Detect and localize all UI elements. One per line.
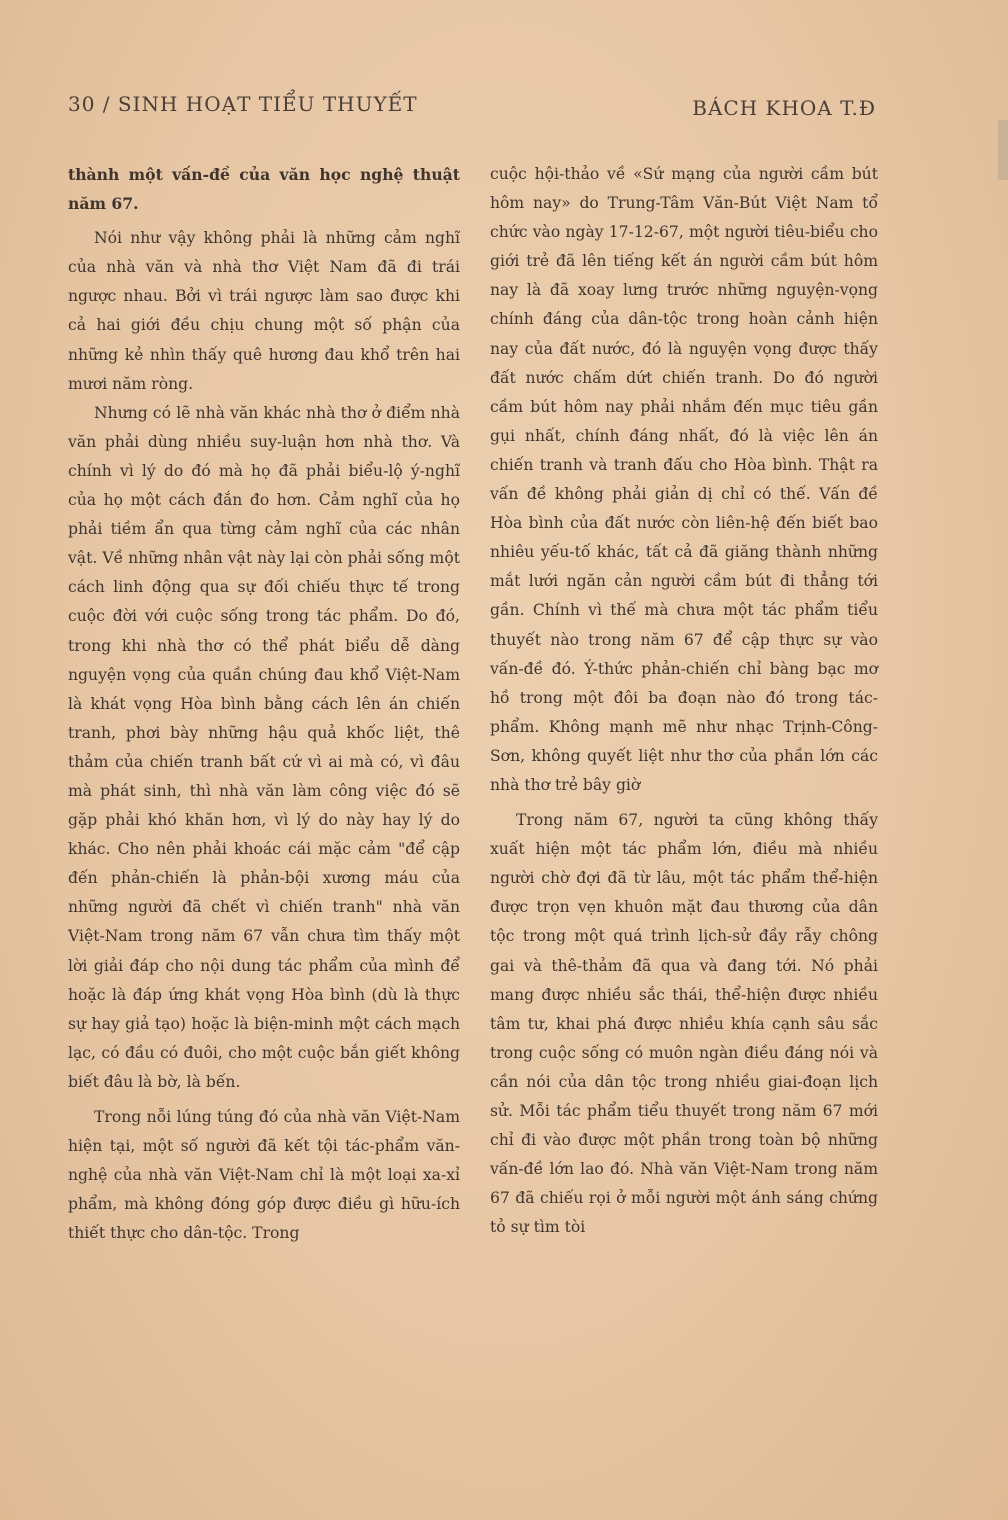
header-right: BÁCH KHOA T.Đ bbox=[692, 96, 876, 120]
paragraph: cuộc hội-thảo về «Sứ mạng của người cầm bút hôm nay» do Trung-Tâm Văn-Bút Việt Nam tổ chức vào ngày 17-12-67, một người tiêu-biểu cho giới trẻ đã lên tiếng kết án người cầm bút hôm nay là đã xoay lưng trước những nguyện-vọng chính đáng của dân-tộc trong hoàn cảnh hiện nay của đất nước, đó là nguyện vọng được thấy đất nước chấm dứt chiến tranh. Do đó người cầm bút hôm nay phải nhắm đến mục tiêu gần gụi nhất, chính đáng nhất, đó là việc lên án chiến tranh và tranh đấu cho Hòa bình. Thật ra vấn đề không phải giản dị chỉ có thế. Vấn đề Hòa bình của đất nước còn liên-hệ đến biết bao nhiêu yếu-tố khác, tất cả đã giăng thành những mắt lưới ngăn cản người cầm bút đi thẳng tới gần. Chính vì thế mà chưa một tác phẩm tiểu thuyết nào trong năm 67 để cập thực sự vào vấn-đề đó. Ý-thức phản-chiến chỉ bàng bạc mơ hồ trong một đôi ba đoạn nào đó trong tác-phẩm. Không mạnh mẽ như nhạc Trịnh-Công-Sơn, không quyết liệt như thơ của phần lớn các nhà thơ trẻ bây giờ bbox=[490, 165, 878, 794]
paragraph: Trong năm 67, người ta cũng không thấy xuất hiện một tác phẩm lớn, điều mà nhiều người chờ đợi đã từ lâu, một tác phẩm thể-hiện được trọn vẹn khuôn mặt đau thương của dân tộc trong một quá trình lịch-sử đầy rẫy chông gai và thê-thảm đã qua và đang tới. Nó phải mang được nhiều sắc thái, thể-hiện được nhiều tâm tư, khai phá được nhiều khía cạnh sâu sắc trong cuộc sống có muôn ngàn điều đáng nói và cần nói của dân tộc trong nhiều giai-đoạn lịch sử. Mỗi tác phẩm tiểu thuyết trong năm 67 mới chỉ đi vào được một phần trong toàn bộ những vấn-đề lớn lao đó. Nhà văn Việt-Nam trong năm 67 đã chiếu rọi ở mỗi người một ánh sáng chứng tỏ sự tìm tòi bbox=[490, 811, 878, 1237]
paragraph: Nói như vậy không phải là những cảm nghĩ của nhà văn và nhà thơ Việt Nam đã đi trái ngược nhau. Bởi vì trái ngược làm sao được khi cả hai giới đều chịu chung một số phận của những kẻ nhìn thấy quê hương đau khổ trên hai mươi năm ròng. bbox=[68, 229, 460, 393]
paragraph: Nhưng có lẽ nhà văn khác nhà thơ ở điểm nhà văn phải dùng nhiều suy-luận hơn nhà thơ. Và chính vì lý do đó mà họ đã phải biểu-lộ ý-nghĩ của họ một cách đắn đo hơn. Cảm nghĩ của họ phải tiềm ẩn qua từng cảm nghĩ của các nhân vật. Về những nhân vật này lại còn phải sống một cách linh động qua sự đối chiếu thực tế trong cuộc đời với cuộc sống trong tác phẩm. Do đó, trong khi nhà thơ có thể phát biểu dễ dàng nguyện vọng của quần chúng đau khổ Việt-Nam là khát vọng Hòa bình bằng cách lên án chiến tranh, phơi bày những hậu quả khốc liệt, thê thảm của chiến tranh bất cứ vì ai mà có, vì đâu mà phát sinh, thì nhà văn làm công việc đó sẽ gặp phải khó khăn hơn, vì lý do này hay lý do khác. Cho nên phải khoác cái mặc cảm "để cập đến phản-chiến là phản-bội xương máu của những người đã chết vì chiến tranh" nhà văn Việt-Nam trong năm 67 vẫn chưa tìm thấy một lời giải đáp cho nội dung tác phẩm của mình để hoặc là đáp ứng khát vọng Hòa bình (dù là thực sự hay giả tạo) hoặc là biện-minh một cách mạch lạc, có đầu có đuôi, cho một cuộc bắn giết không biết đâu là bờ, là bến. bbox=[68, 403, 460, 1091]
paragraph: thành một vấn-đề của văn học nghệ thuật năm 67. bbox=[68, 165, 460, 214]
right-column bbox=[490, 160, 878, 1242]
page-edge bbox=[998, 120, 1008, 180]
header-left: 30 / SINH HOẠT TIỂU THUYẾT bbox=[68, 92, 418, 116]
left-column bbox=[68, 160, 460, 1248]
running-header bbox=[68, 92, 876, 126]
paragraph: Trong nỗi lúng túng đó của nhà văn Việt-Nam hiện tại, một số người đã kết tội tác-phẩm văn-nghệ của nhà văn Việt-Nam chỉ là một loại xa-xỉ phẩm, mà không đóng góp được điều gì hữu-ích thiết thực cho dân-tộc. Trong bbox=[68, 1108, 460, 1243]
